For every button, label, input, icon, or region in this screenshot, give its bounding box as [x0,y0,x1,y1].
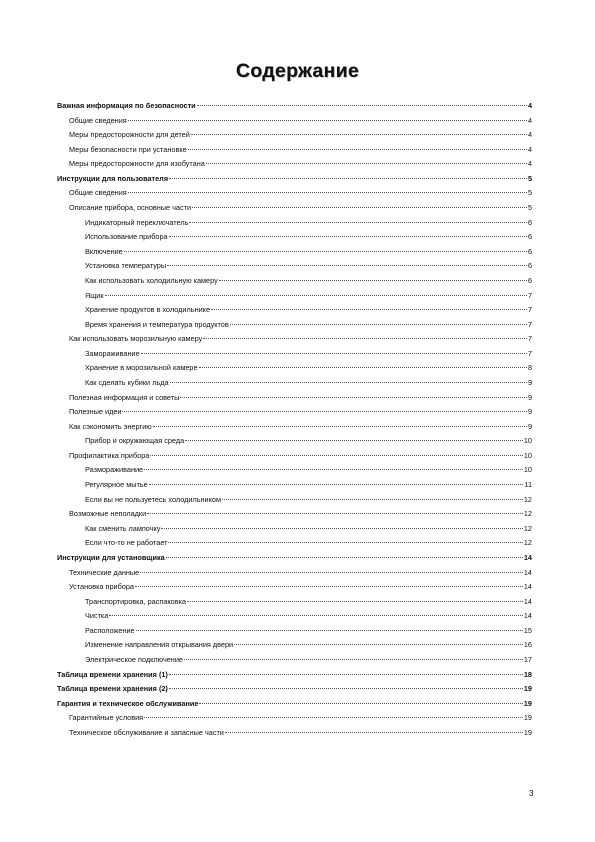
toc-entry [57,405,532,420]
toc-entry-title: Гарантия и техническое обслуживание [57,698,199,708]
toc-entry-title: Ящик [85,290,104,300]
toc-entry [57,595,532,610]
toc-entry [57,361,532,376]
toc-entry [57,682,532,697]
toc-entry-page: 14 [523,582,532,592]
toc-entry-title: Использование прибора [85,232,168,242]
toc-dot-leader [219,280,527,281]
toc-dot-leader [153,426,527,427]
toc-entry-page: 10 [523,465,532,475]
toc-entry-title: Электрическое подключение [85,654,183,664]
toc-entry-page: 4 [527,101,532,110]
toc-entry [57,230,532,245]
toc-dot-leader [124,251,527,252]
toc-entry [57,332,532,347]
toc-dot-leader [149,484,524,485]
toc-entry-title: Транспортировка, распаковка [85,596,187,606]
toc-dot-leader [144,717,523,718]
toc-entry-page: 8 [527,363,532,373]
toc-entry-title: Техническое обслуживание и запасные части [69,727,224,737]
toc-entry-page: 18 [523,669,532,679]
toc-dot-leader [230,324,527,325]
toc-entry-title: Изменение направления открывания двери [85,640,234,650]
toc-entry-page: 6 [527,261,532,271]
toc-entry [57,653,532,668]
toc-entry [57,609,532,624]
toc-entry-title: Хранение продуктов в холодильнике [85,305,211,315]
toc-entry-title: Чистка [85,611,109,621]
toc-entry [57,668,532,683]
toc-entry-page: 19 [523,684,532,694]
toc-entry-title: Как сменить лампочку [85,523,161,533]
toc-entry-page: 4 [527,115,532,125]
toc-entry-page: 5 [527,203,532,213]
toc-entry-page: 16 [523,640,532,650]
toc-entry-page: 4 [527,144,532,154]
toc-entry [57,114,532,129]
toc-entry-title: Замораживание [85,348,140,358]
toc-dot-leader [168,542,522,543]
toc-entry [57,493,532,508]
toc-dot-leader [161,528,522,529]
toc-entry-page: 19 [523,698,532,708]
toc-dot-leader [128,120,527,121]
toc-entry-page: 14 [523,567,532,577]
toc-entry-page: 12 [523,523,532,533]
toc-entry-page: 7 [527,290,532,300]
toc-entry-page: 10 [523,450,532,460]
toc-entry-page: 5 [527,173,532,183]
toc-entry-title: Важная информация по безопасности [57,101,196,110]
toc-entry-page: 12 [523,494,532,504]
toc-dot-leader [169,178,527,179]
toc-dot-leader [225,732,523,733]
toc-entry-page: 9 [527,407,532,417]
toc-entry-title: Общие сведения [69,115,127,125]
toc-entry [57,726,532,741]
toc-entry [57,347,532,362]
toc-entry-title: Инструкции для пользователя [57,173,169,183]
toc-entry-title: Как сэкономить энергию [69,421,152,431]
toc-entry-title: Инструкции для установщика [57,552,165,562]
toc-dot-leader [184,659,523,660]
toc-dot-leader [147,513,523,514]
toc-entry [57,536,532,551]
toc-entry [57,157,532,172]
toc-entry-title: Расположение [85,625,135,635]
toc-entry [57,522,532,537]
toc-dot-leader [167,265,527,266]
toc-entry-page: 5 [527,188,532,198]
toc-entry [57,478,532,493]
toc-entry-page: 14 [523,611,532,621]
toc-entry [57,551,532,566]
toc-entry-page: 7 [527,319,532,329]
toc-entry [57,711,532,726]
toc-entry-title: Регулярное мытье [85,480,148,490]
toc-entry-page: 6 [527,275,532,285]
toc-entry-title: Как использовать холодильную камеру [85,275,218,285]
toc-dot-leader [150,455,523,456]
toc-entry-title: Размораживание [85,465,144,475]
toc-dot-leader [222,499,523,500]
toc-entry-title: Общие сведения [69,188,127,198]
toc-entry [57,274,532,289]
toc-dot-leader [188,149,527,150]
toc-entry-title: Установка температуры [85,261,167,271]
toc-dot-leader [197,105,527,106]
toc-entry-page: 12 [523,538,532,548]
toc-entry [57,318,532,333]
toc-entry-title: Как использовать морозильную камеру [69,334,203,344]
toc-dot-leader [169,688,523,689]
toc-entry-title: Описание прибора, основные части [69,203,192,213]
toc-dot-leader [109,615,523,616]
toc-entry-title: Время хранения и температура продуктов [85,319,229,329]
toc-entry-page: 4 [527,159,532,169]
toc-dot-leader [128,192,527,193]
toc-dot-leader [180,397,527,398]
toc-entry [57,507,532,522]
toc-dot-leader [166,557,523,558]
toc-entry-title: Если вы не пользуетесь холодильником [85,494,221,504]
toc-entry [57,216,532,231]
toc-entry-title: Установка прибора [69,582,134,592]
toc-entry-page: 14 [523,596,532,606]
toc-entry [57,449,532,464]
toc-dot-leader [170,382,527,383]
toc-entry [57,638,532,653]
toc-entry-title: Как сделать кубики льда [85,377,169,387]
toc-dot-leader [191,134,527,135]
toc-entry [57,201,532,216]
toc-entry [57,259,532,274]
toc-dot-leader [136,630,523,631]
toc-dot-leader [135,586,523,587]
toc-dot-leader [189,222,527,223]
toc-entry [57,391,532,406]
toc-dot-leader [169,674,523,675]
toc-entry [57,289,532,304]
toc-dot-leader [122,411,526,412]
toc-entry-page: 4 [527,130,532,140]
toc-dot-leader [169,236,527,237]
toc-entry-page: 19 [523,713,532,723]
toc-entry-page: 12 [523,509,532,519]
toc-entry-page: 6 [527,232,532,242]
toc-dot-leader [206,163,527,164]
toc-entry-title: Полезная информация и советы [69,392,180,402]
toc-entry-title: Прибор и окружающая среда [85,436,185,446]
toc-entry [57,463,532,478]
toc-entry-title: Меры безопасности при установке [69,144,187,154]
toc-entry-title: Включение [85,246,123,256]
toc-entry-page: 9 [527,421,532,431]
toc-entry-title: Меры предосторожности для детей [69,130,190,140]
toc-dot-leader [187,601,523,602]
toc-entry-page: 10 [523,436,532,446]
page-number: 3 [529,789,534,798]
table-of-contents [57,99,532,740]
toc-entry [57,143,532,158]
toc-entry [57,580,532,595]
toc-dot-leader [140,572,523,573]
toc-entry [57,624,532,639]
toc-dot-leader [141,353,527,354]
toc-entry-title: Таблица времени хранения (2) [57,684,168,694]
toc-entry [57,566,532,581]
toc-dot-leader [192,207,527,208]
toc-dot-leader [199,367,527,368]
toc-dot-leader [211,309,527,310]
toc-entry-title: Таблица времени хранения (1) [57,669,168,679]
toc-entry-title: Полезные идеи [69,407,122,417]
toc-entry-page: 7 [527,334,532,344]
toc-entry [57,245,532,260]
toc-entry-title: Хранение в морозильной камере [85,363,198,373]
toc-entry [57,434,532,449]
toc-entry-page: 6 [527,246,532,256]
toc-entry [57,697,532,712]
toc-entry-title: Технические данные [69,567,140,577]
page-title: Содержание [235,60,360,82]
toc-entry-title: Если что-то не работает [85,538,168,548]
toc-entry-title: Меры предосторожности для изобутана [69,159,205,169]
toc-dot-leader [203,338,527,339]
toc-entry-page: 15 [523,625,532,635]
toc-entry [57,420,532,435]
toc-dot-leader [185,440,523,441]
toc-dot-leader [199,703,522,704]
toc-entry [57,186,532,201]
toc-entry-page: 14 [523,552,532,562]
toc-entry [57,99,532,114]
toc-entry-title: Гарантийные условия [69,713,144,723]
toc-dot-leader [105,295,527,296]
toc-entry-page: 19 [523,727,532,737]
toc-entry [57,303,532,318]
toc-entry-page: 17 [523,654,532,664]
toc-entry [57,128,532,143]
toc-entry-page: 7 [527,305,532,315]
toc-entry-page: 11 [524,480,532,490]
toc-entry [57,376,532,391]
toc-dot-leader [144,469,523,470]
toc-entry-page: 9 [527,377,532,387]
toc-dot-leader [234,644,523,645]
toc-entry-title: Профилактика прибора [69,450,150,460]
toc-entry-page: 6 [527,217,532,227]
toc-entry-title: Возможные неполадки [69,509,147,519]
toc-entry-title: Индикаторный переключатель [85,217,189,227]
toc-entry-page: 9 [527,392,532,402]
toc-entry [57,172,532,187]
toc-entry-page: 7 [527,348,532,358]
